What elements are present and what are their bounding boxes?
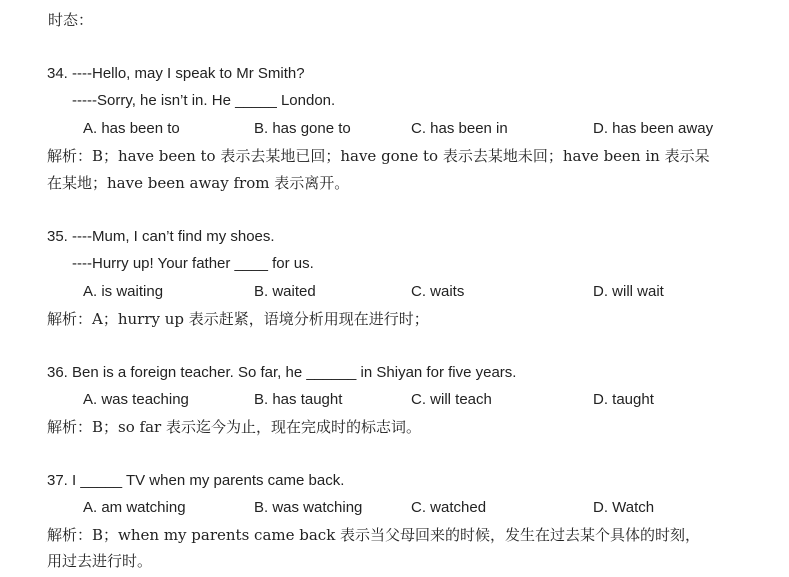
question-stem: 34. ----Hello, may I speak to Mr Smith? xyxy=(47,65,305,82)
option-b: B. has taught xyxy=(254,391,343,408)
question-stem: 35. ----Mum, I can’t find my shoes. xyxy=(47,228,275,245)
option-c: C. will teach xyxy=(411,391,492,408)
analysis: 解析：B；when my parents came back 表示当父母回来的时候，发生在过去某个具体的时刻， xyxy=(47,526,701,544)
option-a: A. was teaching xyxy=(83,391,189,408)
question-stem-reply: ----Hurry up! Your father ____ for us. xyxy=(72,255,314,272)
option-d: D. Watch xyxy=(593,499,655,516)
option-c: C. has been in xyxy=(411,120,508,137)
option-b: B. has gone to xyxy=(254,120,351,137)
option-a: A. is waiting xyxy=(83,283,164,300)
question-stem-reply: -----Sorry, he isn’t in. He _____ London. xyxy=(72,92,336,109)
analysis: 解析：B；have been to 表示去某地已回；have gone to 表示去某地未回；have been in 表示呆 xyxy=(47,147,710,165)
option-d: D. will wait xyxy=(593,283,664,300)
option-a: A. am watching xyxy=(83,499,186,516)
option-b: B. waited xyxy=(254,283,316,300)
option-c: C. waits xyxy=(411,283,465,300)
section-heading: 时态： xyxy=(48,11,94,29)
question-stem: 36. Ben is a foreign teacher. So far, he ______ in Shiyan for five years. xyxy=(47,364,517,381)
analysis: 解析：B；so far 表示迄今为止，现在完成时的标志词。 xyxy=(47,418,421,436)
analysis-continued: 在某地；have been away from 表示离开。 xyxy=(47,174,350,192)
option-d: D. taught xyxy=(593,391,654,408)
analysis: 解析：A；hurry up 表示赶紧，语境分析用现在进行时； xyxy=(47,310,429,328)
analysis-continued: 用过去进行时。 xyxy=(47,552,153,570)
option-b: B. was watching xyxy=(254,499,363,516)
option-c: C. watched xyxy=(411,499,487,516)
option-a: A. has been to xyxy=(83,120,180,137)
question-stem: 37. I _____ TV when my parents came back. xyxy=(47,472,345,489)
option-d: D. has been away xyxy=(593,120,714,137)
